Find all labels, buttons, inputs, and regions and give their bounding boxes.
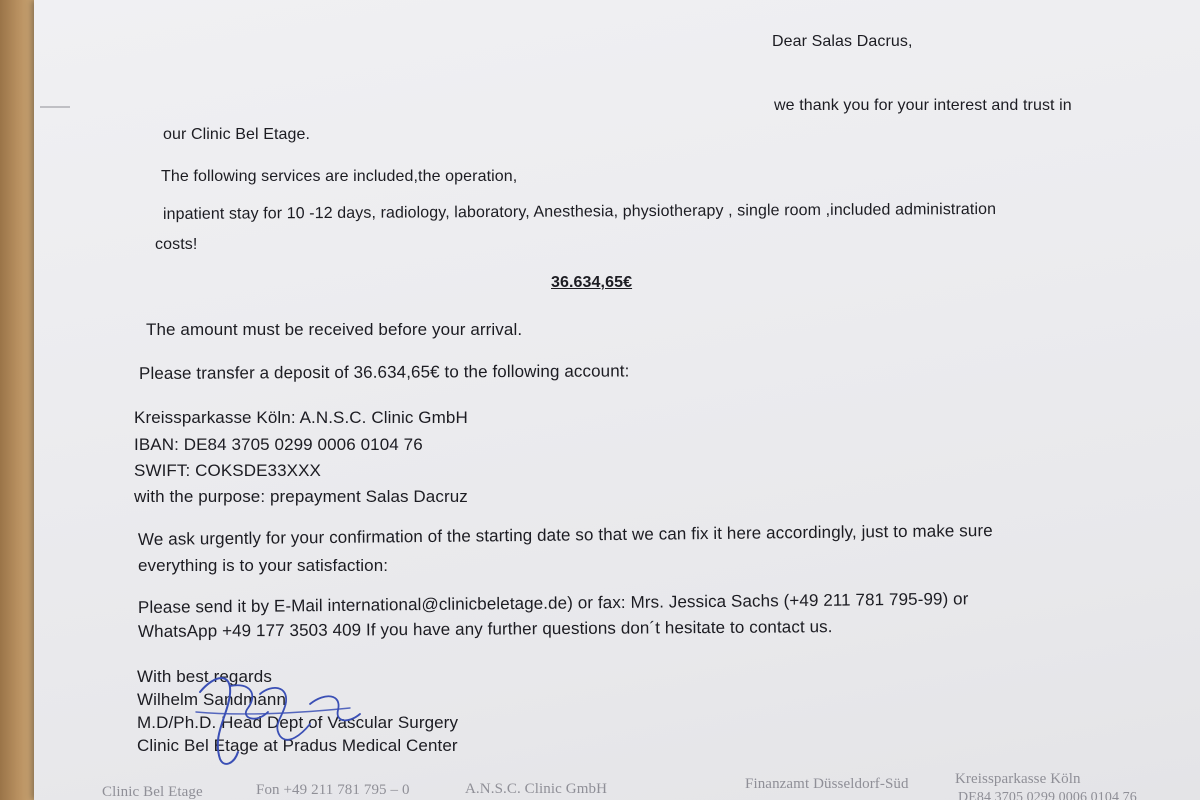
- footer-company: A.N.S.C. Clinic GmbH: [465, 781, 608, 797]
- total-amount: 36.634,65€: [551, 274, 633, 291]
- amount-notice: The amount must be received before your arrival.: [146, 320, 523, 339]
- bank-account-line: Kreissparkasse Köln: A.N.S.C. Clinic GmbH: [134, 408, 468, 427]
- swift-line: SWIFT: COKSDE33XXX: [134, 461, 321, 480]
- iban-line: IBAN: DE84 3705 0299 0006 0104 76: [134, 435, 423, 454]
- signer-name: Wilhelm Sandmann: [137, 690, 286, 709]
- footer-tax-office: Finanzamt Düsseldorf-Süd: [745, 776, 909, 792]
- confirmation-line-1: We ask urgently for your confirmation of the starting date so that we can fix it here accordingly, just to make sure: [137, 521, 993, 549]
- contact-line-2: WhatsApp +49 177 3503 409 If you have any further questions don´t hesitate to contact us.: [137, 617, 833, 641]
- transfer-request: Please transfer a deposit of 36.634,65€ to the following account:: [138, 361, 630, 383]
- salutation: Dear Salas Dacrus,: [772, 33, 913, 50]
- contact-line-1: Please send it by E-Mail international@clinicbeletage.de) or fax: Mrs. Jessica Sachs (+49 211 781 795-99) or: [137, 589, 969, 617]
- closing-regards: With best regards: [137, 667, 272, 686]
- footer-phone: Fon +49 211 781 795 – 0: [256, 782, 410, 798]
- footer-iban-partial: DE84 3705 0299 0006 0104 76: [958, 790, 1137, 800]
- footer-clinic: Clinic Bel Etage: [102, 784, 203, 800]
- services-intro: The following services are included,the operation,: [161, 168, 518, 185]
- handwritten-signature: [160, 664, 390, 774]
- confirmation-line-2: everything is to your satisfaction:: [138, 556, 389, 575]
- thanks-line-2: our Clinic Bel Etage.: [163, 126, 311, 143]
- footer-bank: Kreissparkasse Köln: [955, 771, 1081, 787]
- signer-title: M.D/Ph.D. Head Dept of Vascular Surgery: [137, 713, 459, 732]
- thanks-line-1: we thank you for your interest and trust in: [774, 97, 1072, 114]
- purpose-line: with the purpose: prepayment Salas Dacruz: [134, 487, 468, 506]
- signer-clinic: Clinic Bel Etage at Pradus Medical Center: [137, 736, 458, 755]
- services-line-2: costs!: [155, 236, 198, 253]
- services-line-1: inpatient stay for 10 -12 days, radiology, laboratory, Anesthesia, physiotherapy , single room ,included administration: [162, 200, 997, 223]
